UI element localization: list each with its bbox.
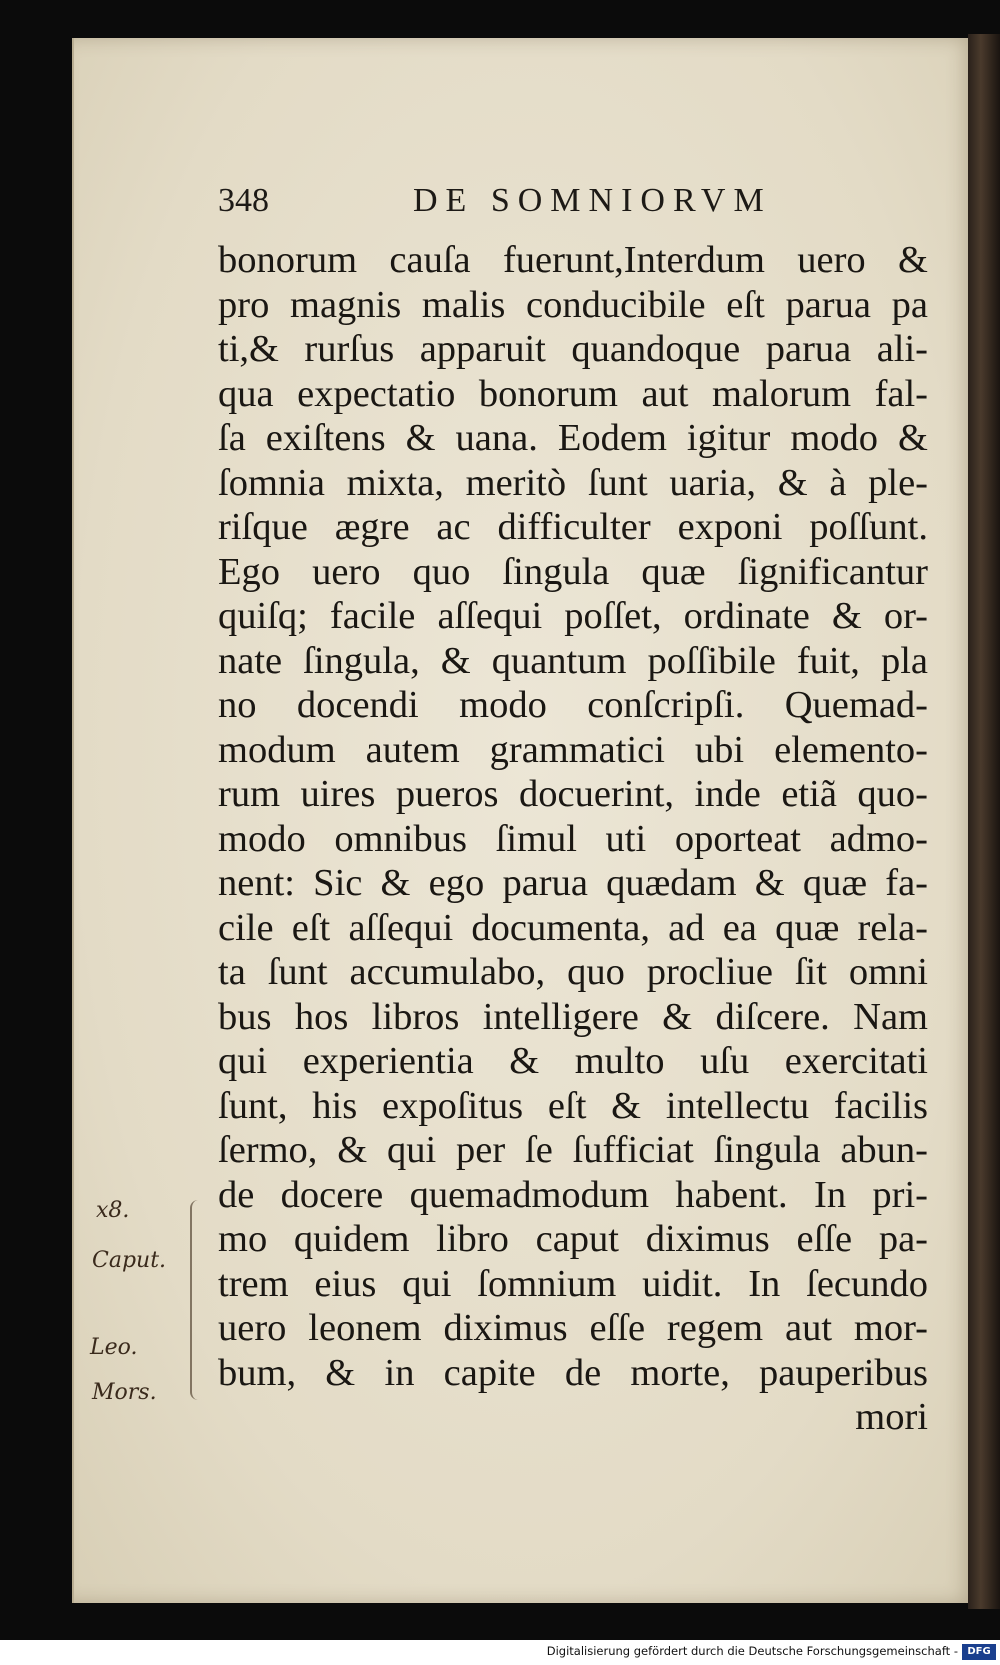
margin-note: x8. <box>96 1198 130 1223</box>
text-line: nate ſingula, & quantum poſſibile fuit, pla <box>218 639 928 682</box>
text-line: ſunt, his expoſitus eſt & intellectu facilis <box>218 1084 928 1127</box>
text-line: bum, & in capite de morte, pauperibus <box>218 1351 928 1394</box>
margin-note: Leo. <box>90 1335 138 1360</box>
text-line: ſomnia mixta, meritò ſunt uaria, & à ple- <box>218 461 928 504</box>
text-line: pro magnis malis conducibile eſt parua pa <box>218 283 928 326</box>
dfg-logo-icon: DFG <box>962 1644 996 1660</box>
text-line: ſa exiſtens & uana. Eodem igitur modo & <box>218 417 928 459</box>
text-line: no docendi modo conſcripſi. Quemad- <box>218 684 928 726</box>
text-line: uero leonem diximus eſſe regem aut mor- <box>218 1307 928 1349</box>
page-number: 348 <box>218 182 269 219</box>
text-line: de docere quemadmodum habent. In pri- <box>218 1173 928 1216</box>
text-line: Ego uero quo ſingula quæ ſignificantur <box>218 550 928 593</box>
margin-notes <box>90 1198 200 1418</box>
text-line: mo quidem libro caput diximus eſſe pa- <box>218 1218 928 1260</box>
text-line: quiſq; facile aſſequi poſſet, ordinate & or- <box>218 595 928 637</box>
text-line: trem eius qui ſomnium uidit. In ſecundo <box>218 1262 928 1305</box>
margin-note: Mors. <box>92 1380 157 1405</box>
body-text <box>218 238 928 1440</box>
text-line: bonorum cauſa fuerunt,Interdum uero & <box>218 239 928 281</box>
running-title: DE SOMNIORVM <box>413 182 772 219</box>
text-line: modum autem grammatici ubi elemento- <box>218 728 928 771</box>
running-head <box>218 182 938 232</box>
text-line: ſermo, & qui per ſe ſufficiat ſingula abun- <box>218 1129 928 1171</box>
footer-bar <box>0 1640 1000 1665</box>
text-line: riſque ægre ac difficulter exponi poſſunt. <box>218 506 928 548</box>
text-line: rum uires pueros docuerint, inde etiã quo- <box>218 773 928 815</box>
footer-credit: Digitalisierung gefördert durch die Deutsche Forschungsgemeinschaft - <box>546 1644 958 1658</box>
text-line: modo omnibus ſimul uti oporteat admo- <box>218 817 928 860</box>
text-line: cile eſt aſſequi documenta, ad ea quæ rela- <box>218 906 928 949</box>
text-line: bus hos libros intelligere & diſcere. Nam <box>218 995 928 1038</box>
catchword: mori <box>855 1396 928 1438</box>
text-line: qui experientia & multo uſu exercitati <box>218 1040 928 1082</box>
text-line: qua expectatio bonorum aut malorum fal- <box>218 372 928 415</box>
text-line: nent: Sic & ego parua quædam & quæ fa- <box>218 862 928 904</box>
text-line: ti,& rurſus apparuit quandoque parua ali- <box>218 328 928 370</box>
text-line: ta ſunt accumulabo, quo procliue ſit omni <box>218 951 928 993</box>
margin-note: Caput. <box>92 1248 167 1273</box>
page-edge-shadow <box>968 34 1000 1609</box>
